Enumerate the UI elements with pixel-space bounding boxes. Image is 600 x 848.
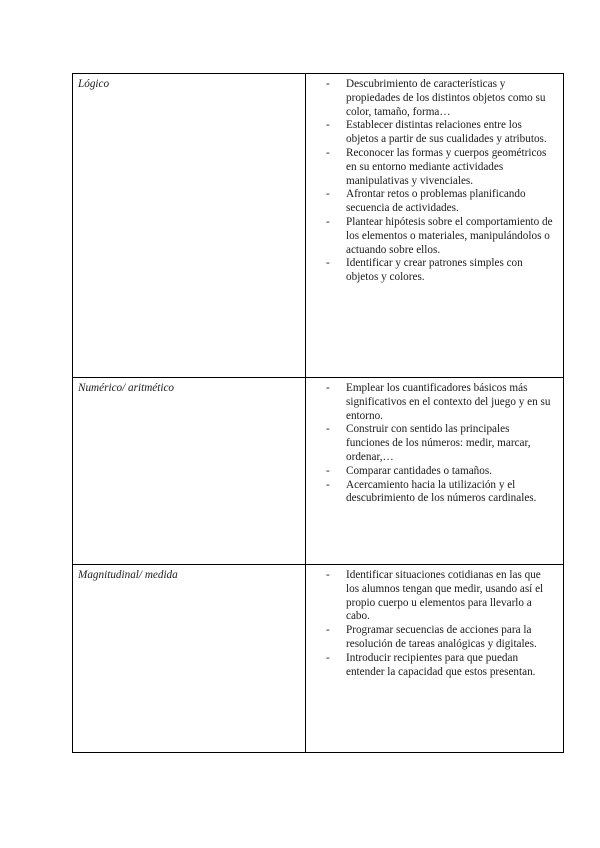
category-cell (73, 74, 306, 378)
table-row-magnitudinal (73, 565, 564, 753)
list-item: - Emplear los cuantificadores básicos más significativos en el contexto del juego y en su entorno. (326, 382, 555, 423)
category-cell (73, 378, 306, 565)
table-row-logico (73, 74, 564, 378)
item-list (326, 569, 555, 679)
category-label: Numérico/ aritmético (78, 382, 175, 394)
list-item: - Descubrimiento de características y propiedades de los distintos objetos como su color, tamaño, forma… (326, 78, 555, 119)
item-list (326, 382, 555, 506)
category-label: Magnitudinal/ medida (78, 569, 178, 581)
list-item: - Programar secuencias de acciones para la resolución de tareas analógicas y digitales. (326, 624, 555, 652)
list-item: - Establecer distintas relaciones entre los objetos a partir de sus cualidades y atributos. (326, 119, 555, 147)
category-label: Lógico (78, 78, 110, 90)
list-item: - Afrontar retos o problemas planificando secuencia de actividades. (326, 188, 555, 216)
category-cell (73, 565, 306, 753)
items-cell (306, 378, 564, 565)
list-item: - Comparar cantidades o tamaños. (326, 465, 555, 479)
list-item: - Plantear hipótesis sobre el comportamiento de los elementos o materiales, manipulándolos o actuando sobre ellos. (326, 216, 555, 257)
item-list (326, 78, 555, 285)
items-cell (306, 74, 564, 378)
list-item: - Identificar y crear patrones simples con objetos y colores. (326, 257, 555, 285)
items-cell (306, 565, 564, 753)
table-row-numerico (73, 378, 564, 565)
list-item: - Reconocer las formas y cuerpos geométricos en su entorno mediante actividades manipulativas y vivenciales. (326, 147, 555, 188)
list-item: - Construir con sentido las principales funciones de los números: medir, marcar, ordenar,… (326, 423, 555, 464)
list-item: - Introducir recipientes para que puedan entender la capacidad que estos presentan. (326, 652, 555, 680)
list-item: - Identificar situaciones cotidianas en las que los alumnos tengan que medir, usando así el propio cuerpo u elementos para llevarlo a cabo. (326, 569, 555, 624)
list-item: - Acercamiento hacia la utilización y el descubrimiento de los números cardinales. (326, 479, 555, 507)
content-table (72, 73, 564, 753)
